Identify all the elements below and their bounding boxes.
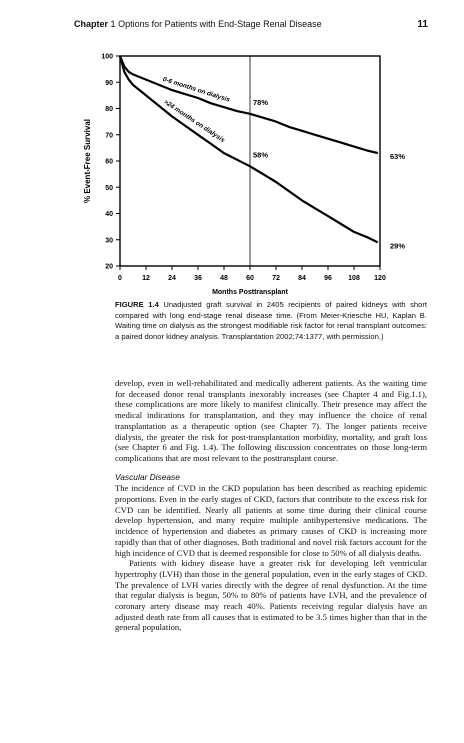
y-tick-label: 20 — [105, 263, 113, 271]
paragraph-1: develop, even in well-rehabilitated and medically adherent patients. As the waiting time for deceased donor renal transplants inexorably increases (see Chapter 4 and Fig.1.1), these complications are more likely to manifest clinically. Their presence may affect the medical indications for transplantation, and they may influence the choice of renal transplantation as a therapeutic option (see Chapter 7). The longer patients receive dialysis, the greater the risk for post-transplantation morbidity, mortality, and graft loss (see Chapter 6 and Fig. 1.4). The following discussion concentrates on those long-term complications that are most relevant to the posttransplant course. — [115, 378, 427, 463]
chapter-number: 1 — [110, 19, 116, 29]
y-tick-label: 60 — [105, 158, 113, 166]
chapter-heading — [74, 19, 322, 29]
x-tick-label: 72 — [272, 275, 280, 282]
y-tick-label: 100 — [101, 53, 113, 61]
page-number: 11 — [417, 19, 428, 30]
y-tick-label: 80 — [105, 106, 113, 113]
y-tick-label: 40 — [105, 211, 113, 218]
value-annotation: 29% — [390, 241, 406, 251]
x-axis-label: Months Posttransplant — [212, 289, 288, 296]
value-annotation: 78% — [253, 97, 269, 107]
x-tick-label: 12 — [142, 275, 150, 282]
value-annotation: 63% — [390, 152, 406, 162]
y-axis-label: % Event-Free Survival — [83, 118, 92, 204]
y-tick-label: 70 — [105, 132, 113, 140]
series-label: >24 months on dialysis — [162, 98, 226, 145]
caption-text: Unadjusted graft survival in 2405 recipients of paired kidneys with short compared with long end-stage renal disease time. (From Meier-Kriesche HU, Kaplan B. Waiting time on dialysis as the strongest modifiable risk factor for renal transplant outcomes: a paired donor kidney analysis. Transplantation 2002;74:1377, with permission.) — [115, 300, 427, 341]
paragraph-2: The incidence of CVD in the CKD population has been described as reaching epidemic proportions. Even in the early stages of CKD, factors that contribute to the excess risk for CVD can be identified. Nearly all patients at some time during their clinical course develop hypertension, and many require multiple antihypertensive medications. The incidence of hypertension and diabetes as primary causes of CKD is increasing more rapidly than that of other diagnoses. Both traditional and novel risk factors account for the high incidence of CVD that is deemed responsible for close to 50% of all dialysis deaths. — [115, 483, 427, 558]
chapter-label: Chapter — [74, 19, 109, 29]
x-tick-label: 60 — [246, 275, 254, 282]
y-tick-label: 90 — [105, 79, 113, 87]
x-tick-label: 0 — [118, 275, 122, 282]
x-tick-label: 84 — [298, 275, 306, 282]
figure-caption — [115, 300, 427, 342]
x-tick-label: 48 — [220, 275, 228, 282]
figure-label: FIGURE 1.4 — [115, 300, 159, 309]
chapter-title: Options for Patients with End-Stage Renal Disease — [118, 19, 322, 29]
series-label: 0-6 months on dialysis — [161, 75, 231, 104]
survival-chart — [74, 48, 444, 303]
value-annotation: 58% — [253, 150, 269, 160]
x-tick-label: 120 — [374, 275, 386, 282]
x-tick-label: 108 — [348, 275, 360, 282]
x-tick-label: 36 — [194, 275, 202, 282]
body-text — [115, 378, 427, 633]
section-heading: Vascular Disease — [115, 471, 180, 482]
x-tick-label: 96 — [324, 275, 332, 282]
paragraph-3: Patients with kidney disease have a greater risk for developing left ventricular hypertrophy (LVH) than those in the general population, even in the early stages of CKD. The prevalence of LVH varies directly with the degree of renal dysfunction. At the time that regular dialysis is begun, 50% to 80% of patients have LVH, and the prevalence of coronary artery disease may reach 40%. Patients receiving regular dialysis have an adjusted death rate from all causes that is estimated to be 3.5 times higher than that in the general population, — [115, 558, 427, 633]
x-tick-label: 24 — [168, 275, 176, 282]
y-tick-label: 50 — [105, 184, 113, 192]
running-header — [74, 19, 428, 31]
y-tick-label: 30 — [105, 237, 113, 245]
